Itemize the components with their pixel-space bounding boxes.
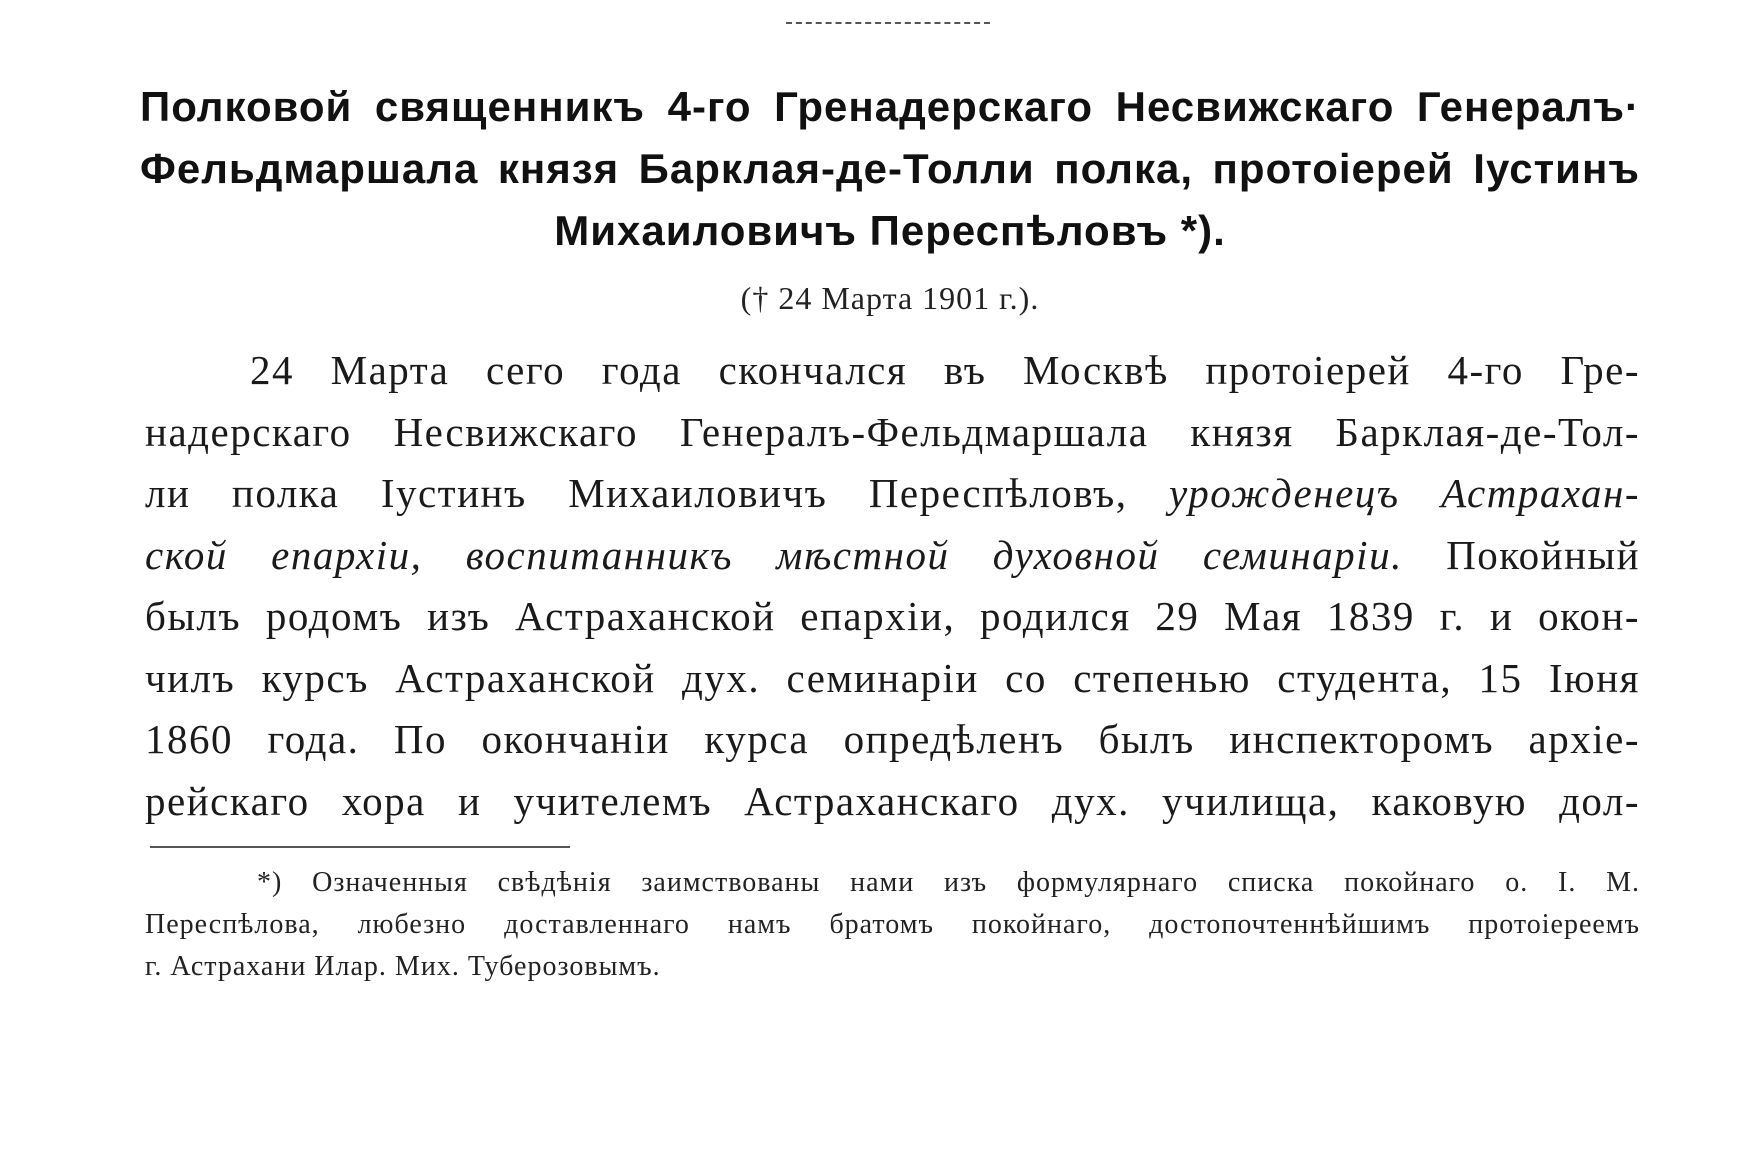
body-line-8: рейскаго хора и учителемъ Астраханскаго дух. училища, каковую дол- (145, 777, 1640, 824)
body-line-3-text: ли полка Іустинъ Михаиловичъ Переспѣловъ, (145, 470, 1128, 516)
body-line-5: былъ родомъ изъ Астраханской епархіи, родился 29 Мая 1839 г. и окон- (145, 593, 1640, 639)
footnote-separator (150, 846, 570, 848)
footnote (145, 862, 1640, 988)
footnote-line-1: *) Означенныя свѣдѣнія заимствованы нами изъ формулярнаго списка покойнаго о. І. М. (257, 867, 1640, 898)
article-heading (140, 76, 1640, 262)
body-line-3-italic: урожденецъ Астрахан- (1169, 470, 1640, 516)
body-line-6: чилъ курсъ Астраханской дух. семинаріи со степенью студента, 15 Іюня (145, 654, 1640, 701)
heading-line-1: Полковой священникъ 4-го Гренадерскаго Несвижскаго Генералъ· (140, 83, 1640, 130)
body-line-1: 24 Марта сего года скончался въ Москвѣ протоіерей 4-го Гре- (250, 347, 1640, 393)
body-paragraph (145, 340, 1640, 832)
heading-line-3: Михаиловичъ Переспѣловъ *). (554, 207, 1226, 254)
footnote-line-3: г. Астрахани Илар. Мих. Туберозовымъ. (145, 951, 661, 982)
death-date-line: († 24 Марта 1901 г.). (740, 280, 1040, 316)
body-line-2: надерскаго Несвижскаго Генералъ-Фельдмаршала князя Барклая-де-Тол- (145, 408, 1640, 455)
heading-line-2: Фельдмаршала князя Барклая-де-Толли полка, протоіерей Іустинъ (140, 145, 1640, 192)
top-decorative-rule (786, 22, 990, 24)
body-line-4 (145, 525, 1640, 587)
footnote-line-2: Переспѣлова, любезно доставленнаго намъ братомъ покойнаго, достопочтеннѣйшимъ протоіереемъ (145, 909, 1640, 940)
body-line-4-italic: ской епархіи, воспитанникъ мѣстной духовной семинаріи. (145, 531, 1403, 578)
body-line-7: 1860 года. По окончаніи курса опредѣленъ былъ инспекторомъ архіе- (145, 716, 1640, 762)
body-line-3 (145, 463, 1640, 525)
body-line-4-text: Покойный (1446, 531, 1641, 578)
